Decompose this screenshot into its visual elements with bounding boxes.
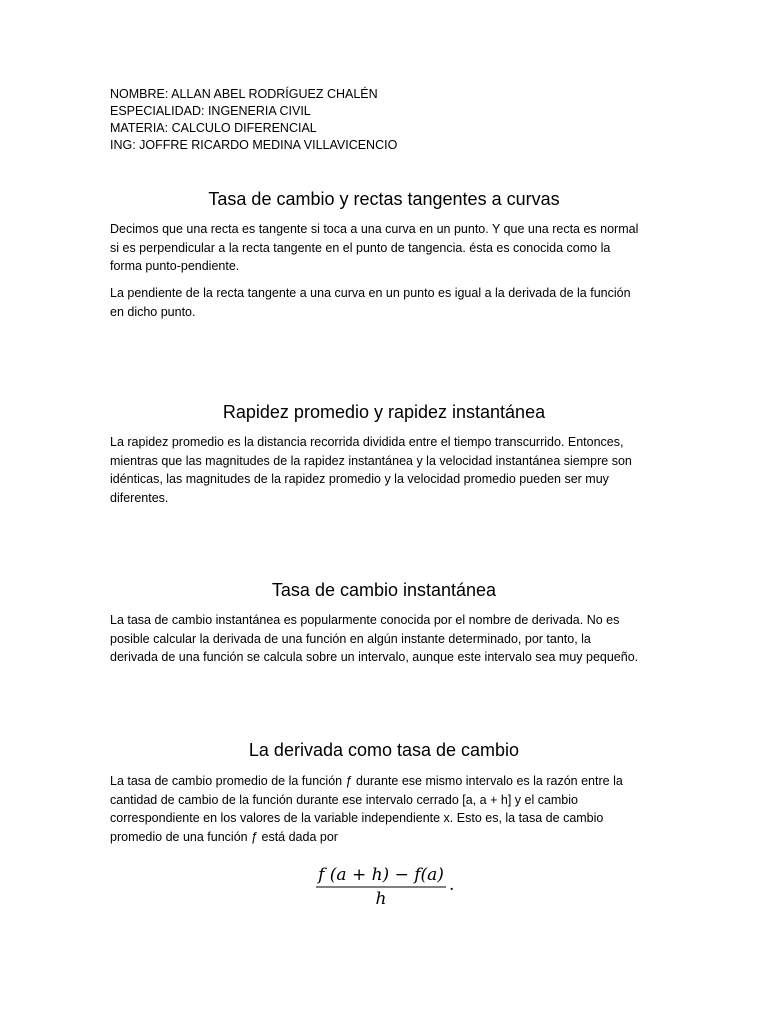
header-materia: MATERIA: CALCULO DIFERENCIAL (110, 121, 317, 135)
student-header (110, 86, 397, 154)
section-title-rapidez: Rapidez promedio y rapidez instantánea (222, 402, 546, 422)
paragraph-line: correspondiente en los valores de la variable independiente x. Esto es, la tasa de cambio (110, 811, 604, 825)
header-ing: ING: JOFFRE RICARDO MEDINA VILLAVICENCIO (110, 138, 398, 152)
section-title-derivada-tasa: La derivada como tasa de cambio (248, 740, 520, 760)
section-paragraph (110, 772, 670, 846)
paragraph-line: cantidad de cambio de la función durante ese intervalo cerrado [a, a + h] y el cambio (110, 792, 578, 807)
section-title-tasa-instantanea: Tasa de cambio instantánea (271, 580, 497, 600)
section-paragraph (110, 220, 670, 276)
section-title-tasa-cambio-tangentes: Tasa de cambio y rectas tangentes a curvas (208, 189, 560, 209)
paragraph-line: Decimos que una recta es tangente si toca a una curva en un punto. Y que una recta es normal (110, 222, 639, 236)
formula-denominator: h (375, 889, 387, 909)
paragraph-line: posible calcular la derivada de una función en algún instante determinado, por tanto, la (110, 631, 591, 646)
paragraph-line: en dicho punto. (110, 304, 196, 319)
difference-quotient-formula (0, 860, 768, 910)
paragraph-line: La rapidez promedio es la distancia recorrida dividida entre el tiempo transcurrido. Entonces, (110, 435, 624, 449)
section-paragraph (110, 284, 670, 321)
paragraph-line: La tasa de cambio instantánea es popularmente conocida por el nombre de derivada. No es (110, 613, 620, 627)
paragraph-line: La tasa de cambio promedio de la función ƒ durante ese mismo intervalo es la razón entre la (110, 774, 623, 788)
paragraph-line: derivada de una función se calcula sobre un intervalo, aunque este intervalo sea muy pequeño. (110, 650, 639, 664)
formula-svg (0, 860, 768, 910)
paragraph-line: forma punto-pendiente. (110, 259, 240, 273)
section-paragraph (110, 433, 670, 507)
section-paragraph (110, 611, 670, 667)
formula-numerator: f (a + h) − f(a) (318, 865, 444, 885)
header-especialidad: ESPECIALIDAD: INGENERIA CIVIL (110, 104, 311, 118)
paragraph-line: La pendiente de la recta tangente a una curva en un punto es igual a la derivada de la función (110, 286, 631, 300)
header-nombre: NOMBRE: ALLAN ABEL RODRÍGUEZ CHALÉN (110, 87, 378, 101)
paragraph-line: idénticas, las magnitudes de la rapidez promedio y la velocidad promedio pueden ser muy (110, 472, 609, 486)
formula-period: . (449, 875, 455, 895)
paragraph-line: mientras que las magnitudes de la rapidez instantánea y la velocidad instantánea siempre son (110, 453, 632, 468)
paragraph-line: promedio de una función ƒ está dada por (110, 829, 338, 844)
paragraph-line: diferentes. (110, 490, 169, 505)
paragraph-line: si es perpendicular a la recta tangente en el punto de tangencia. ésta es conocida como la (110, 240, 611, 255)
